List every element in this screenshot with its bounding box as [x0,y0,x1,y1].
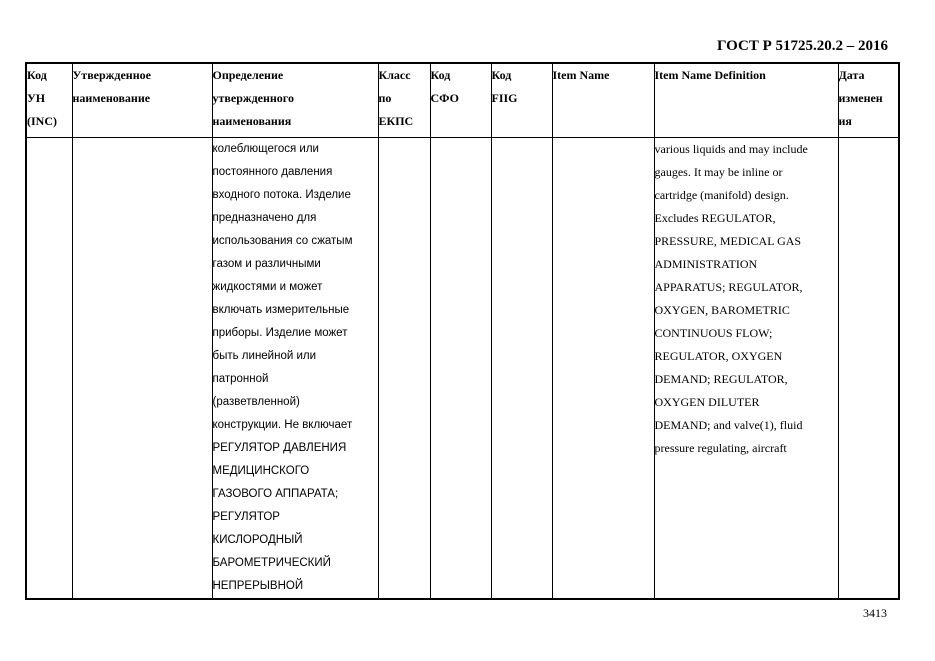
definition-ru-line: БАРОМЕТРИЧЕСКИЙ [212,556,331,569]
item-name-definition-line: ADMINISTRATION [654,256,758,271]
item-name-definition-line: REGULATOR, OXYGEN [654,348,783,363]
definition-ru-line: входного потока. Изделие [212,188,351,201]
cell-sfo-code [430,137,491,599]
cell-ekps-class [378,137,430,599]
column-header-sfo-code: Код СФО [430,63,491,137]
column-header-change-date: Дата изменен ия [838,63,899,137]
definition-ru-line: конструкции. Не включает [212,418,353,431]
definition-ru-line: использования со сжатым [212,234,353,247]
cell-inc [26,137,72,599]
item-name-definition-line: DEMAND; REGULATOR, [654,371,788,386]
cell-fiig-code [491,137,552,599]
item-name-definition-line: pressure regulating, aircraft [654,440,787,455]
definition-ru-line: ГАЗОВОГО АППАРАТА; [212,487,339,500]
column-header-fiig-code: Код FIIG [491,63,552,137]
definition-ru-line: колеблющегося или [212,142,319,155]
table-header-row [26,63,899,137]
cell-item-name [552,137,654,599]
definition-ru-line: (разветвленной) [212,395,300,408]
definition-ru-line: постоянного давления [212,165,333,178]
document-standard-header: ГОСТ Р 51725.20.2 – 2016 [716,38,888,54]
column-header-approved-name: Утвержденное наименование [72,63,212,137]
definition-ru-line: быть линейной или [212,349,317,362]
column-header-ekps-class: Класс по ЕКПС [378,63,430,137]
page-number: 3413 [863,606,887,620]
item-name-definition-line: cartridge (manifold) design. [654,187,789,202]
item-name-definition-line: APPARATUS; REGULATOR, [654,279,803,294]
definition-ru-line: МЕДИЦИНСКОГО [212,464,310,477]
item-name-definition-line: Excludes REGULATOR, [654,210,776,225]
definition-ru-line: КИСЛОРОДНЫЙ [212,533,303,546]
item-name-definition-line: PRESSURE, MEDICAL GAS [654,233,802,248]
item-name-definition-line: CONTINUOUS FLOW; [654,325,773,340]
definition-ru-line: приборы. Изделие может [212,326,348,339]
table-row [26,137,899,599]
definition-ru-line: патронной [212,372,269,385]
item-name-definition-line: DEMAND; and valve(1), fluid [654,417,803,432]
definition-ru-line: предназначено для [212,211,317,224]
cell-item-name-definition [654,137,838,599]
definition-ru-line: включать измерительные [212,303,350,316]
item-name-definition-line: gauges. It may be inline or [654,164,783,179]
cell-approved-name [72,137,212,599]
definition-ru-line: НЕПРЕРЫВНОЙ [212,579,304,592]
column-header-definition-ru: Определение утвержденного наименования [212,63,378,137]
definition-ru-line: РЕГУЛЯТОР ДАВЛЕНИЯ [212,441,347,454]
item-name-definition-line: OXYGEN DILUTER [654,394,760,409]
cell-change-date [838,137,899,599]
nomenclature-table [25,62,900,600]
definition-ru-line: газом и различными [212,257,321,270]
column-header-inc: Код УН (INC) [26,63,72,137]
item-name-definition-line: various liquids and may include [654,141,808,156]
definition-ru-line: жидкостями и может [212,280,323,293]
cell-definition-ru [212,137,378,599]
item-name-definition-line: OXYGEN, BAROMETRIC [654,302,790,317]
column-header-item-name: Item Name [552,63,654,137]
column-header-item-name-definition: Item Name Definition [654,63,838,137]
definition-ru-line: РЕГУЛЯТОР [212,510,280,523]
